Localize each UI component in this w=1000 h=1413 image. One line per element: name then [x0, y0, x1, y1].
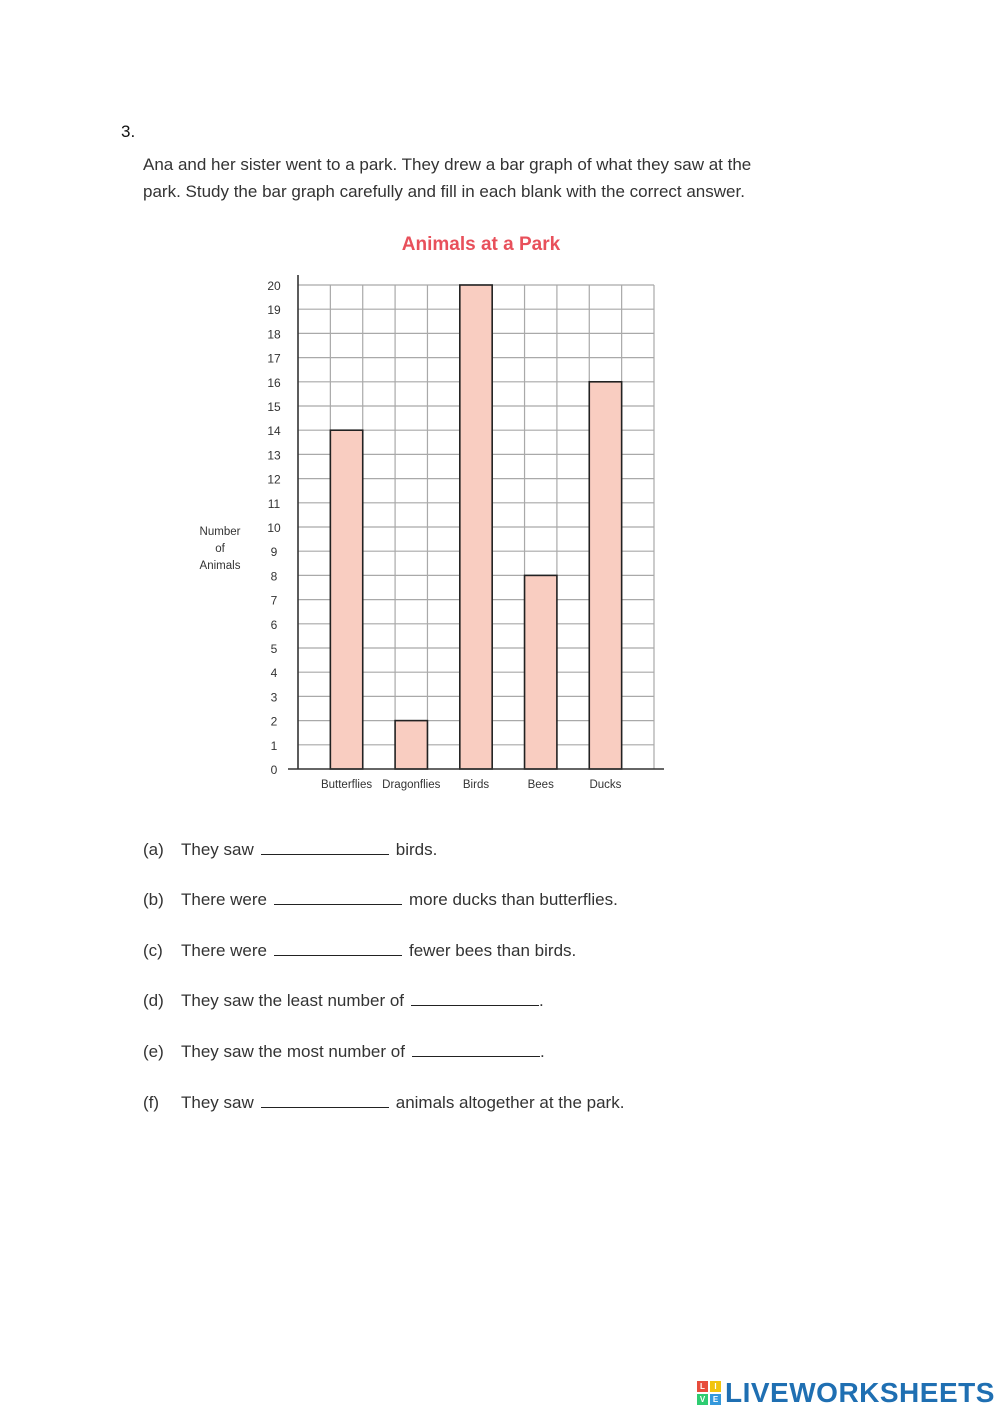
y-axis-title: Animals — [199, 560, 241, 572]
brand-name: LIVEWORKSHEETS — [725, 1377, 995, 1408]
y-tick-label: 9 — [270, 545, 278, 560]
logo-tile: I — [710, 1381, 721, 1392]
y-axis-title: Number — [199, 526, 241, 538]
question-text-after: fewer bees than birds. — [408, 941, 577, 960]
x-category-label: Birds — [462, 779, 490, 791]
y-tick-label: 0 — [270, 763, 278, 777]
y-tick-label: 4 — [270, 666, 278, 681]
question-item — [143, 989, 544, 1011]
y-tick-label: 5 — [270, 642, 278, 656]
bar — [330, 430, 362, 769]
y-tick-label: 7 — [270, 593, 278, 608]
x-category-label: Dragonflies — [382, 779, 441, 791]
y-tick-label: 11 — [267, 496, 281, 511]
y-tick-label: 10 — [267, 521, 281, 535]
question-text-before: They saw — [181, 840, 254, 859]
intro-line: Ana and her sister went to a park. They drew a bar graph of what they saw at the — [143, 155, 752, 174]
question-label: (e) — [143, 1042, 164, 1061]
answer-blank[interactable] — [412, 1040, 540, 1057]
y-tick-label: 18 — [267, 327, 281, 342]
y-tick-label: 2 — [270, 714, 278, 729]
question-text-after: animals altogether at the park. — [395, 1093, 625, 1112]
answer-blank[interactable] — [274, 888, 402, 905]
y-tick-label: 12 — [267, 472, 281, 487]
y-tick-label: 17 — [267, 351, 281, 366]
question-text-after: . — [539, 991, 544, 1010]
y-axis-title: of — [215, 543, 225, 555]
question-label: (f) — [143, 1093, 160, 1112]
answer-blank[interactable] — [261, 838, 389, 855]
x-category-label: Bees — [527, 779, 554, 791]
question-number: 3. — [121, 122, 136, 141]
bar — [525, 575, 557, 769]
answer-blank[interactable] — [261, 1091, 389, 1108]
y-tick-label: 1 — [270, 738, 278, 753]
question-text-after: . — [539, 1042, 545, 1061]
liveworksheets-logo-icon — [697, 1381, 721, 1405]
y-tick-label: 20 — [267, 279, 281, 293]
footer-logo — [697, 1376, 995, 1410]
question-label: (c) — [143, 941, 163, 960]
y-tick-label: 19 — [267, 303, 281, 318]
question-text-after: more ducks than butterflies. — [408, 890, 618, 909]
answer-blank[interactable] — [274, 939, 402, 956]
question-item — [143, 1040, 545, 1062]
y-tick-label: 15 — [267, 400, 281, 414]
chart-title: Animals at a Park — [401, 234, 561, 255]
question-label: (d) — [143, 991, 164, 1010]
question-label: (a) — [143, 840, 164, 859]
question-text-before: They saw the least number of — [181, 991, 405, 1010]
bar — [589, 382, 621, 769]
question-text-after: birds. — [395, 840, 438, 859]
bar — [395, 721, 427, 769]
question-text-before: They saw — [181, 1093, 254, 1112]
y-tick-label: 8 — [270, 569, 278, 584]
intro-line: park. Study the bar graph carefully and fill in each blank with the correct answer. — [143, 182, 745, 201]
y-tick-label: 16 — [267, 375, 281, 390]
question-item — [143, 1091, 624, 1113]
y-tick-label: 6 — [270, 617, 278, 632]
bar — [460, 285, 492, 769]
x-category-label: Ducks — [589, 779, 622, 791]
question-text-before: They saw the most number of — [181, 1042, 405, 1061]
question-text-before: There were — [181, 941, 267, 960]
question-label: (b) — [143, 890, 164, 909]
logo-tile: L — [697, 1381, 708, 1392]
question-item — [143, 838, 437, 860]
y-tick-label: 3 — [270, 690, 278, 705]
x-category-label: Butterflies — [320, 779, 373, 791]
question-item — [143, 888, 618, 910]
logo-tile: V — [697, 1394, 708, 1405]
logo-tile: E — [710, 1394, 721, 1405]
y-tick-label: 13 — [267, 448, 281, 463]
question-text-before: There were — [181, 890, 267, 909]
question-item — [143, 939, 576, 961]
y-tick-label: 14 — [267, 424, 281, 439]
answer-blank[interactable] — [411, 989, 539, 1006]
